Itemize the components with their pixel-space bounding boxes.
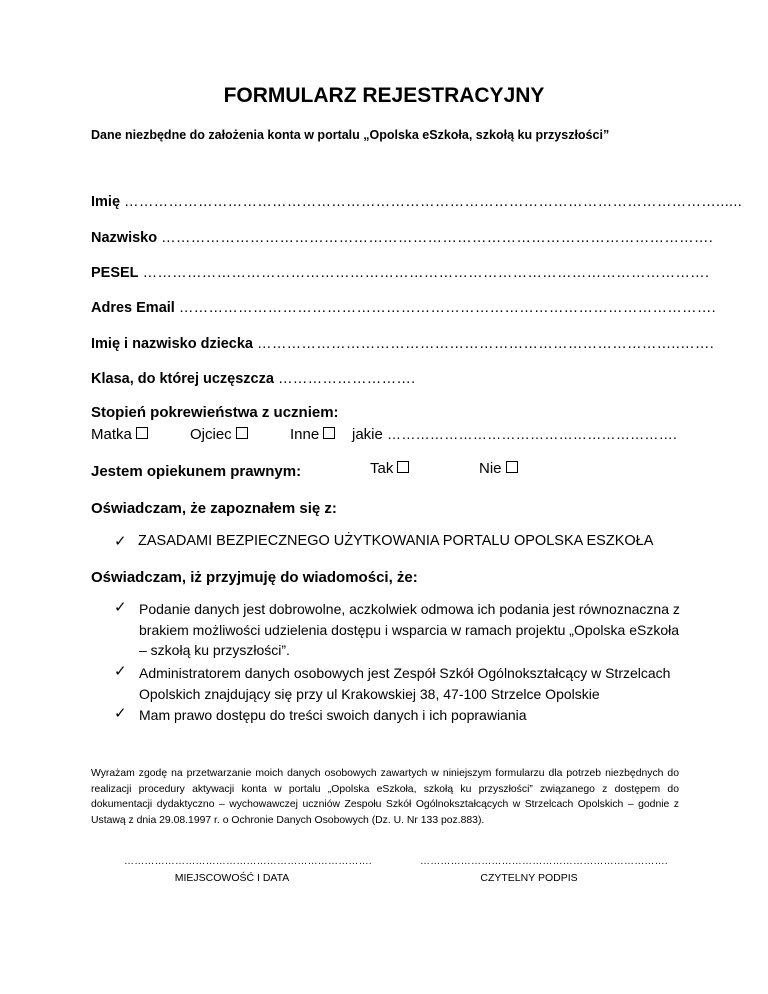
field-child-name-line[interactable]: …………………………………………………………………………..……. <box>257 336 715 352</box>
field-first-name[interactable] <box>91 194 742 210</box>
declaration1-item: ZASADAMI BEZPIECZNEGO UŻYTKOWANIA PORTALU OPOLSKA ESZKOŁA <box>138 533 654 549</box>
place-date-line[interactable]: ………………………………………………………………. <box>124 856 372 867</box>
guardian-no-checkbox[interactable] <box>506 461 518 473</box>
field-pesel-line[interactable]: ……………………………………………………………………………………………………. <box>142 265 710 281</box>
father-checkbox[interactable] <box>236 427 248 439</box>
option-father[interactable] <box>190 426 248 443</box>
guardian-yes-checkbox[interactable] <box>397 461 409 473</box>
relation-heading: Stopień pokrewieństwa z uczniem: <box>91 404 339 421</box>
field-last-name-line[interactable]: …………………………………………………………………………………………………. <box>161 230 714 246</box>
checkmark-icon: ✓ <box>114 705 127 722</box>
declaration1-heading: Oświadczam, że zapoznałem się z: <box>91 500 337 517</box>
guardian-yes[interactable] <box>370 460 409 477</box>
field-last-name[interactable] <box>91 230 713 246</box>
field-pesel-label: PESEL <box>91 265 139 281</box>
checkmark-icon: ✓ <box>114 663 127 680</box>
place-date-label: MIEJSCOWOŚĆ I DATA <box>174 872 290 884</box>
option-mother-label: Matka <box>91 426 132 443</box>
form-subtitle: Dane niezbędne do założenia konta w portalu „Opolska eSzkoła, szkołą ku przyszłości” <box>91 128 610 142</box>
form-title: FORMULARZ REJESTRACYJNY <box>223 84 545 107</box>
declaration2-item-3: Mam prawo dostępu do treści swoich danych i ich poprawiania <box>139 707 527 723</box>
field-class-label: Klasa, do której uczęszcza <box>91 371 274 387</box>
guardian-label: Jestem opiekunem prawnym: <box>91 463 302 480</box>
field-email-label: Adres Email <box>91 300 175 316</box>
option-other[interactable] <box>290 426 335 443</box>
declaration2-item-2: Administratorem danych osobowych jest Zespół Szkół Ogólnokształcący w Strzelcach Opolskich znajdujący się przy ul Krakowskiej 38, 47-100 Strzelce Opolskie <box>139 665 671 702</box>
declaration2-heading: Oświadczam, iż przyjmuję do wiadomości, że: <box>91 569 418 586</box>
checkmark-icon: ✓ <box>114 533 127 550</box>
field-first-name-label: Imię <box>91 194 121 210</box>
consent-text: Wyrażam zgodę na przetwarzanie moich danych osobowych zawartych w niniejszym formularzu dla potrzeb niezbędnych do realizacji procedury aktywacji konta w portalu „Opolska eSzkoła, szkołą ku przyszłości” związanego z dostępem do dokumentacji dydaktyczno – wychowawczej uczniów Zespołu Szkół Ogólnokształcących w Strzelcach Opolskich – godnie z Ustawą z dnia 29.08.1997 r. o Ochronie Danych Osobowych (Dz. U. Nr 133 poz.883). <box>91 768 679 826</box>
field-pesel[interactable] <box>91 265 709 281</box>
option-other-which[interactable] <box>352 426 677 443</box>
option-mother[interactable] <box>91 426 148 443</box>
field-child-name-label: Imię i nazwisko dziecka <box>91 336 253 352</box>
guardian-no-label: Nie <box>479 460 502 477</box>
field-email[interactable] <box>91 300 716 316</box>
field-class-line[interactable]: ………………………. <box>277 371 416 387</box>
field-child-name[interactable] <box>91 336 714 352</box>
field-email-line[interactable]: ………………………………………………………………………………………………. <box>178 300 716 316</box>
mother-checkbox[interactable] <box>136 427 148 439</box>
which-line[interactable]: ……………………………………………………. <box>387 426 678 442</box>
field-last-name-label: Nazwisko <box>91 230 158 246</box>
field-class[interactable] <box>91 371 416 387</box>
field-first-name-line[interactable]: …………………………………………………………………………………………………………...... <box>124 194 743 210</box>
option-father-label: Ojciec <box>190 426 232 443</box>
which-label: jakie <box>352 426 383 443</box>
declaration2-item-1: Podanie danych jest dobrowolne, aczkolwiek odmowa ich podania jest równoznaczna z brakiem możliwości udzielenia dostępu i wsparcia w ramach projektu „Opolska eSzkoła – szkołą ku przyszłości”. <box>139 601 680 658</box>
guardian-yes-label: Tak <box>370 460 394 477</box>
option-other-label: Inne <box>290 426 320 443</box>
other-checkbox[interactable] <box>323 427 335 439</box>
checkmark-icon: ✓ <box>114 599 127 616</box>
signature-label: CZYTELNY PODPIS <box>480 872 578 884</box>
guardian-no[interactable] <box>479 460 518 477</box>
signature-line[interactable]: ………………………………………………………………. <box>420 856 668 867</box>
